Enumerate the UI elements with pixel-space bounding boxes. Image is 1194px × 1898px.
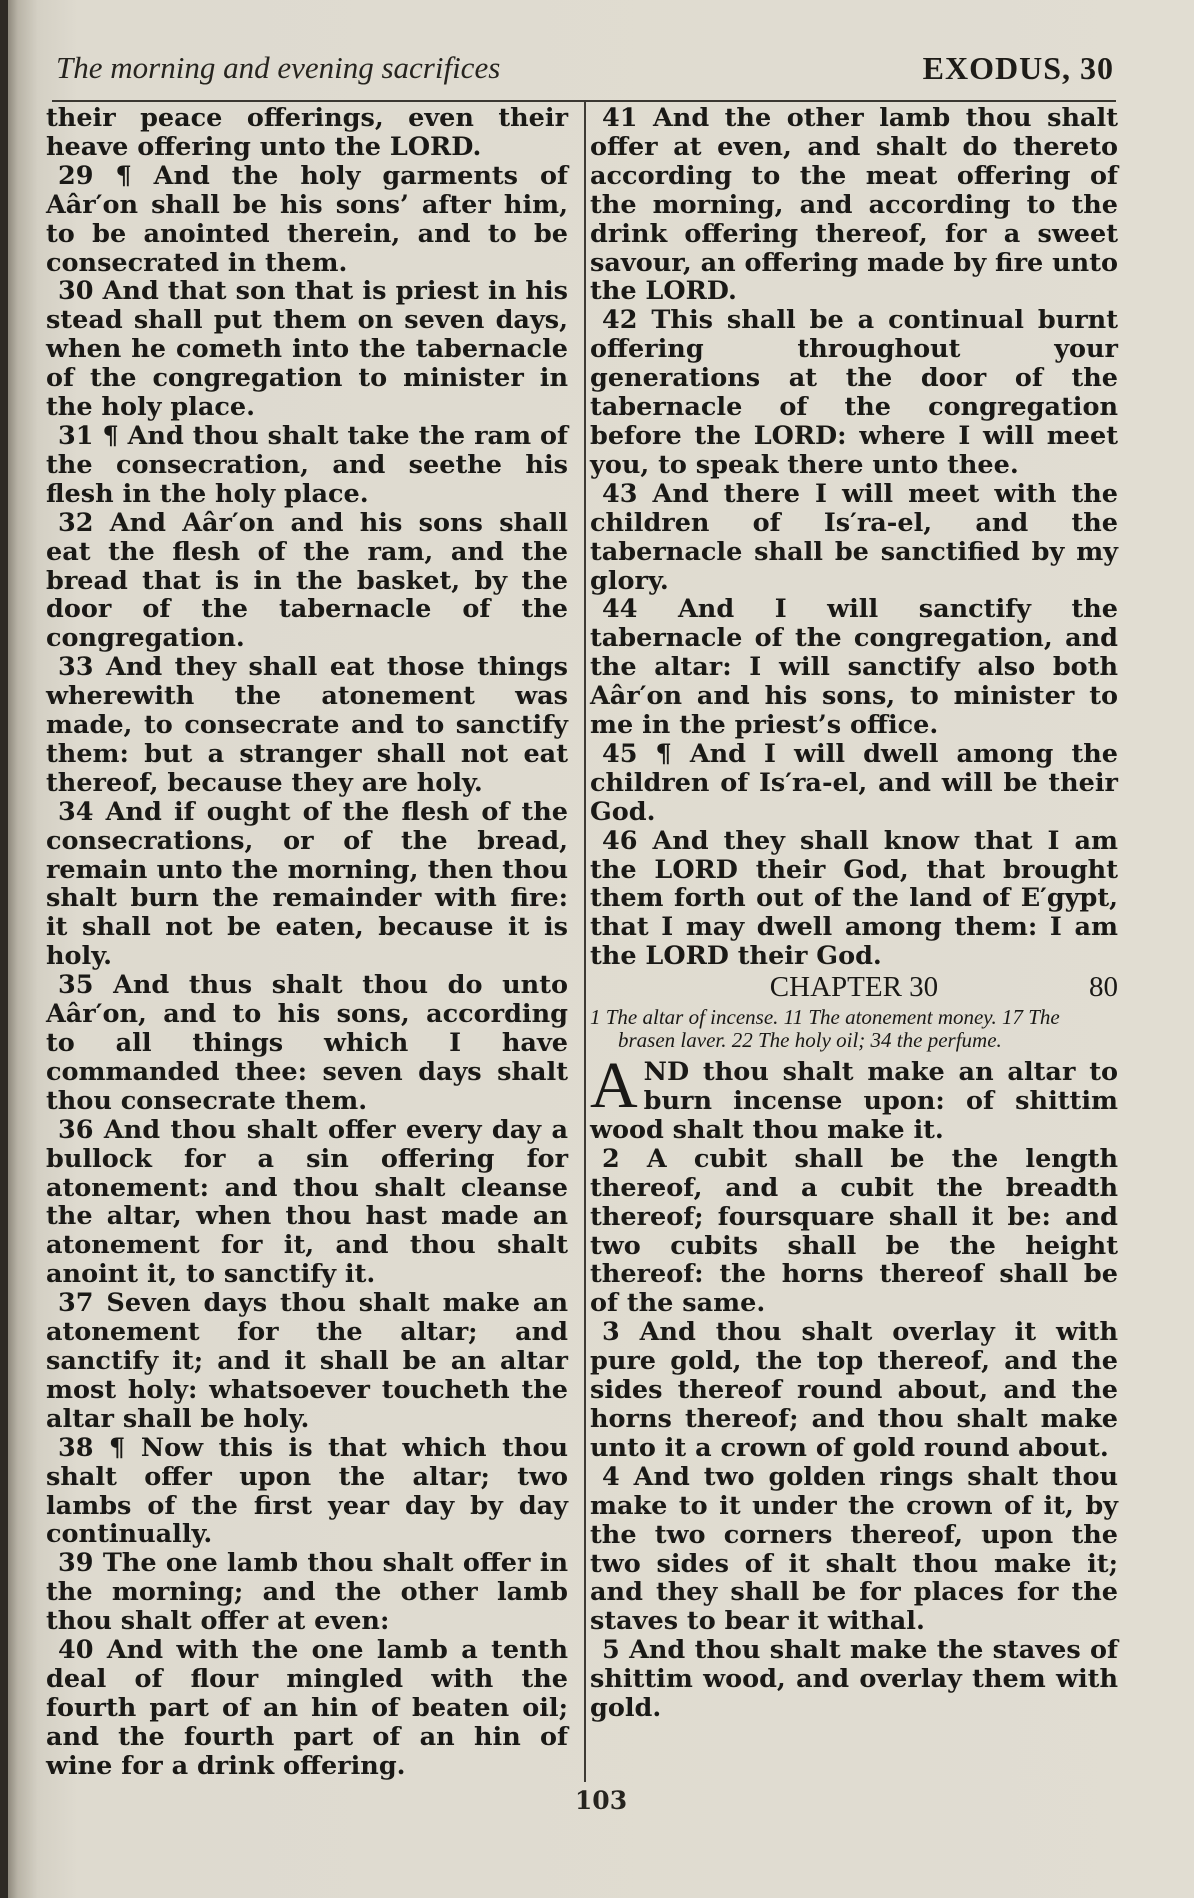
verse-46: 46 And they shall know that I am the LORD their God, that brought them forth out of the land of E′gypt, that I may dwell among them: I am the LORD their God.: [590, 825, 1118, 972]
bible-page: [8, 0, 1194, 1898]
verse-44: 44 And I will sanctify the tabernacle of the congregation, and the altar: I will sanctify also both Aâr′on and his sons, to minister to me in the priest’s office.: [590, 594, 1118, 741]
verse-30-1: ND thou shalt make an altar to burn incense upon: of shittim wood shalt thou make it.: [590, 1057, 1118, 1145]
verse-43: 43 And there I will meet with the children of Is′ra-el, and the tabernacle shall be sanctified by my glory.: [590, 478, 1118, 596]
verse-30-5: 5 And thou shalt make the staves of shittim wood, and overlay them with gold.: [590, 1635, 1118, 1724]
chapter-marker: 80: [1089, 971, 1118, 1004]
chapter-title: CHAPTER 30: [769, 971, 939, 1004]
left-column: [46, 104, 568, 1781]
verse-42: 42 This shall be a continual burnt offering throughout your generations at the door of the tabernacle of the congregation before the LORD: where I will meet you, to speak there unto thee.: [590, 305, 1118, 480]
page-header: [56, 50, 1114, 92]
chapter-heading: [590, 973, 1118, 1002]
verse-29: 29 ¶ And the holy garments of Aâr′on shall be his sons’ after him, to be anointed therein, and to be consecrated in them.: [46, 160, 568, 278]
verse-31: 31 ¶ And thou shalt take the ram of the consecration, and seethe his flesh in the holy place.: [46, 420, 568, 509]
chapter-opening: [590, 1049, 1118, 1145]
verse-30-3: 3 And thou shalt overlay it with pure gold, the top thereof, and the sides thereof round about, and the horns thereof; and thou shalt make unto it a crown of gold round about.: [590, 1317, 1118, 1463]
verse-38: 38 ¶ Now this is that which thou shalt offer upon the altar; two lambs of the first year day by day continually.: [46, 1432, 568, 1550]
drop-cap: A: [590, 1049, 638, 1123]
verse-36: 36 And thou shalt offer every day a bullock for a sin offering for atonement: and thou shalt cleanse the altar, when thou hast made an atonement for it, and thou shalt anoint it, to sanctify it.: [46, 1114, 568, 1290]
running-title: The morning and evening sacrifices: [56, 50, 501, 85]
chapter-summary: 1 The altar of incense. 11 The atonement money. 17 The brasen laver. 22 The holy oil; 34 the perfume.: [590, 1005, 1060, 1053]
verse-45: 45 ¶ And I will dwell among the children of Is′ra-el, and will be their God.: [590, 738, 1118, 827]
verse-33: 33 And they shall eat those things wherewith the atonement was made, to consecrate and to sanctify them: but a stranger shall not eat thereof, because they are holy.: [46, 652, 568, 798]
book-chapter-title: EXODUS, 30: [922, 50, 1114, 86]
verse-40: 40 And with the one lamb a tenth deal of flour mingled with the fourth part of an hin of beaten oil; and the fourth part of an hin of wine for a drink offering.: [46, 1635, 568, 1781]
verse-30-2: 2 A cubit shall be the length thereof, and a cubit the breadth thereof; foursquare shall it be: and two cubits shall be the height thereof: the horns thereof shall be of the same.: [590, 1143, 1118, 1319]
right-column: [590, 104, 1118, 1723]
verse-37: 37 Seven days thou shalt make an atonement for the altar; and sanctify it; and it shall be an altar most holy: whatsoever toucheth the altar shall be holy.: [46, 1288, 568, 1434]
verse-35: 35 And thus shalt thou do unto Aâr′on, and to his sons, according to all things which I have commanded thee: seven days shalt thou consecrate them.: [46, 970, 568, 1116]
column-divider: [584, 102, 586, 1782]
page-number: 103: [574, 1786, 628, 1815]
verse-32: 32 And Aâr′on and his sons shall eat the flesh of the ram, and the bread that is in the basket, by the door of the tabernacle of the congregation.: [46, 507, 568, 654]
verse-continuation: their peace offerings, even their heave offering unto the LORD.: [46, 103, 568, 162]
verse-30-4: 4 And two golden rings shalt thou make to it under the crown of it, by the two corners thereof, upon the two sides of it shalt thou make it; and they shall be for places for the staves to bear it withal.: [590, 1461, 1118, 1637]
verse-39: 39 The one lamb thou shalt offer in the morning; and the other lamb thou shalt offer at even:: [46, 1548, 568, 1637]
verse-30: 30 And that son that is priest in his stead shall put them on seven days, when he cometh into the tabernacle of the congregation to minister in the holy place.: [46, 276, 568, 423]
verse-34: 34 And if ought of the flesh of the consecrations, or of the bread, remain unto the morning, then thou shalt burn the remainder with fire: it shall not be eaten, because it is holy.: [46, 796, 568, 972]
verse-41: 41 And the other lamb thou shalt offer at even, and shalt do thereto according to the meat offering of the morning, and according to the drink offering thereof, for a sweet savour, an offering made by fire unto the LORD.: [590, 103, 1118, 307]
